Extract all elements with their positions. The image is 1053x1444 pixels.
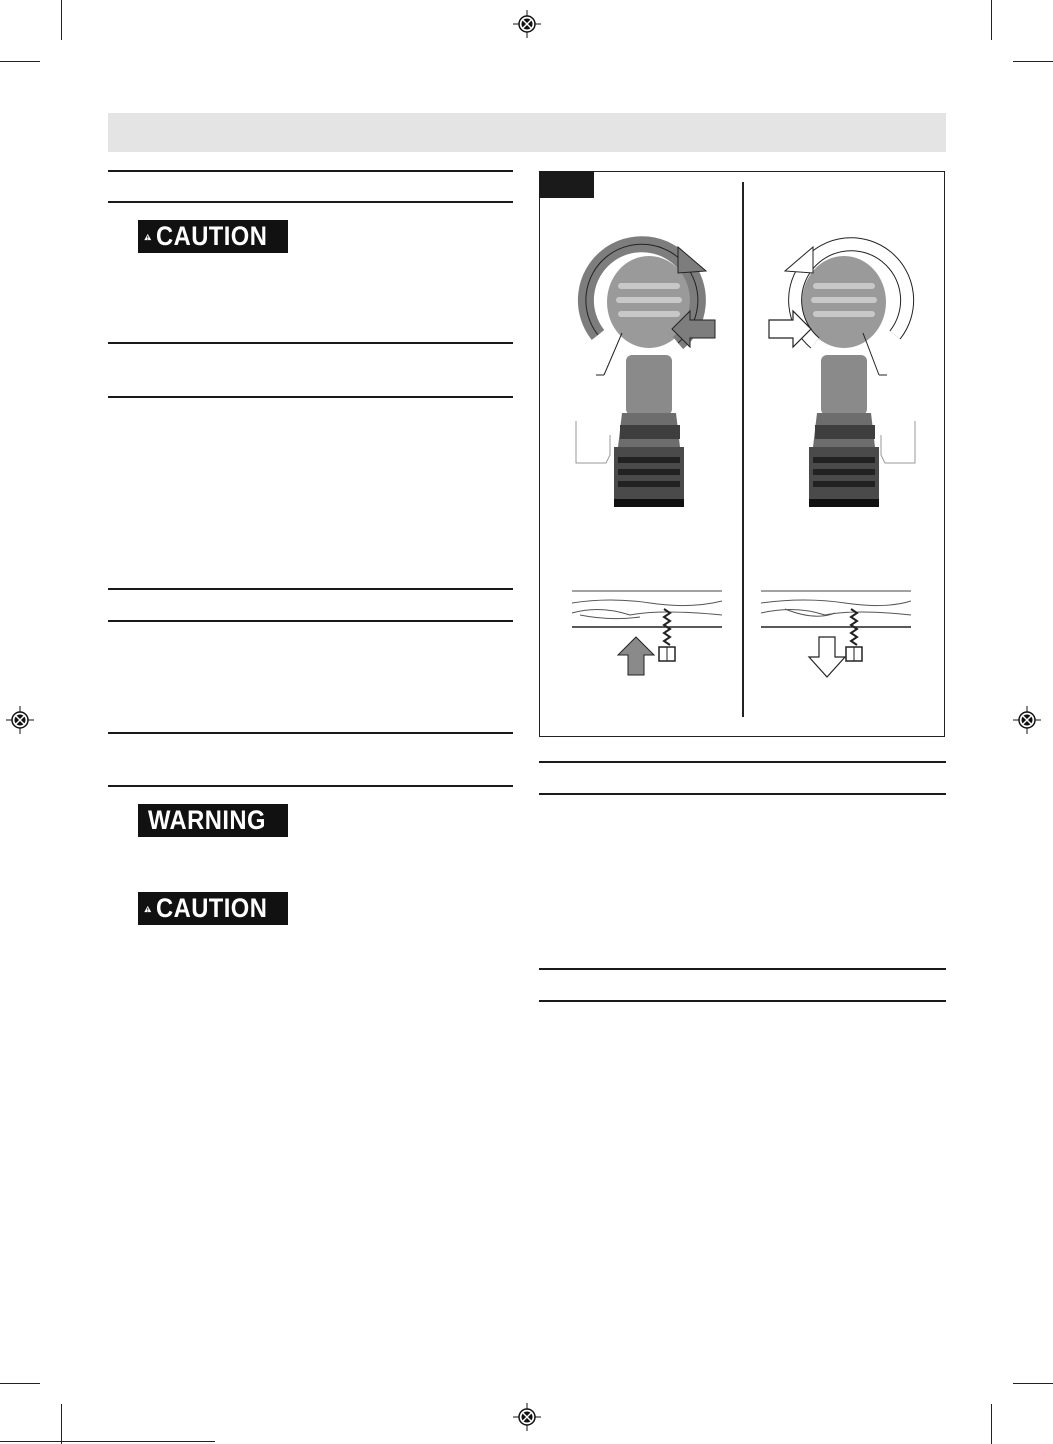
tool-handle [821,355,867,415]
section-rule [539,761,946,763]
caution-label: CAUTION [155,893,267,923]
registration-mark-icon [513,10,541,38]
warning-triangle-icon [144,897,152,921]
reverse-rotation-figure [755,225,925,685]
section-rule [539,1000,946,1002]
crop-mark-bottom-left-h [0,1383,40,1384]
caution-label: CAUTION [155,221,267,251]
screw-icon [659,609,675,661]
section-rule [108,170,513,172]
wood-board-icon [572,591,722,627]
section-rule [108,396,513,398]
crop-mark-top-left-v [61,0,62,40]
direction-switch [620,425,680,439]
crop-mark-top-left-h [0,61,40,62]
up-arrow-icon [618,637,654,675]
registration-mark-icon [513,1403,541,1431]
section-rule [539,968,946,970]
warning-badge [138,804,288,837]
crop-mark-bottom-left-v [61,1404,62,1444]
bottom-slug-line [0,1441,215,1442]
tool-handle [626,355,672,415]
battery-pack [614,447,684,507]
section-rule [108,785,513,787]
registration-mark-icon [1013,706,1041,734]
crop-mark-bottom-right-v [991,1404,992,1444]
section-rule [108,732,513,734]
caution-badge [138,892,288,925]
page-header-band [108,113,946,152]
caution-badge [138,220,288,253]
section-rule [539,793,946,795]
crop-mark-bottom-right-h [1013,1383,1053,1384]
section-rule [108,201,513,203]
crop-mark-top-right-h [1013,61,1053,62]
down-arrow-icon [809,637,845,677]
screw-icon [846,609,862,661]
direction-switch [815,425,875,439]
warning-triangle-icon [144,225,152,249]
registration-mark-icon [6,706,34,734]
warning-label: WARNING [148,805,266,835]
section-rule [108,342,513,344]
wood-board-icon [761,591,911,627]
forward-rotation-figure [560,225,730,685]
section-rule [108,588,513,590]
battery-pack [809,447,879,507]
section-rule [108,620,513,622]
figure-divider [742,182,744,717]
figure-number-tab [539,171,594,198]
crop-mark-top-right-v [991,0,992,40]
